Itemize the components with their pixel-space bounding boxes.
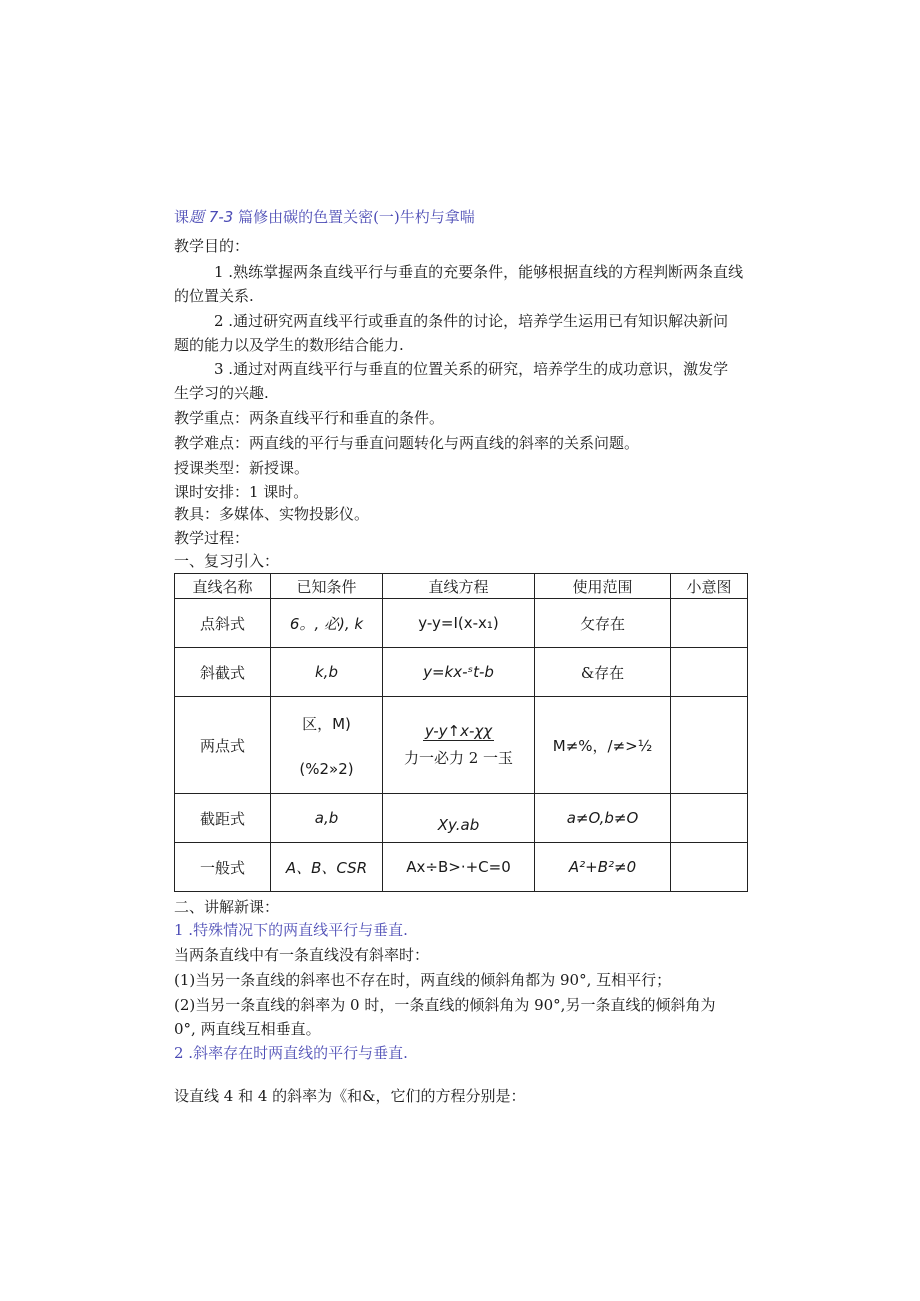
key-point: 教学重点：两条直线平行和垂直的条件。 bbox=[174, 409, 445, 427]
title-italic: 题 7-3 bbox=[189, 208, 234, 226]
row-name: 截距式 bbox=[175, 794, 271, 843]
row-condition: k,b bbox=[271, 648, 383, 697]
lesson-title bbox=[174, 206, 475, 228]
row-range: &存在 bbox=[535, 648, 671, 697]
section-1-intro: 当两条直线中有一条直线没有斜率时： bbox=[174, 946, 430, 964]
row-range: A²+B²≠0 bbox=[535, 843, 671, 892]
row-sketch bbox=[671, 843, 748, 892]
row-range: a≠O,b≠O bbox=[535, 794, 671, 843]
objective-2-line1: 2 .通过研究两直线平行或垂直的条件的讨论，培养学生运用已有知识解决新问 bbox=[214, 312, 729, 330]
row-condition bbox=[271, 697, 383, 794]
schedule: 课时安排：1 课时。 bbox=[174, 483, 309, 501]
row-condition: A、B、CSR bbox=[271, 843, 383, 892]
equation-denominator: 力一必力 2 一玉 bbox=[403, 749, 514, 767]
objective-3-line1: 3 .通过对两直线平行与垂直的位置关系的研究，培养学生的成功意识，激发学 bbox=[214, 360, 729, 378]
lesson-type: 授课类型：新授课。 bbox=[174, 459, 310, 477]
process: 教学过程： bbox=[174, 529, 250, 547]
objective-1-line2: 的位置关系. bbox=[174, 287, 254, 305]
header-sketch: 小意图 bbox=[671, 574, 748, 599]
equation-numerator: y-y↑x-χχ bbox=[424, 722, 493, 740]
row-sketch bbox=[671, 599, 748, 648]
row-equation bbox=[383, 697, 535, 794]
header-known-condition: 已知条件 bbox=[271, 574, 383, 599]
review-heading: 一、复习引入： bbox=[174, 552, 280, 570]
row-name: 一般式 bbox=[175, 843, 271, 892]
row-sketch bbox=[671, 697, 748, 794]
objectives-heading: 教学目的： bbox=[174, 237, 250, 255]
tools: 教具：多媒体、实物投影仪。 bbox=[174, 505, 370, 523]
row-range: M≠%，/≠>½ bbox=[535, 697, 671, 794]
header-line-name: 直线名称 bbox=[175, 574, 271, 599]
row-condition: a,b bbox=[271, 794, 383, 843]
objective-3-line2: 生学习的兴趣. bbox=[174, 384, 269, 402]
title-rest: 篇修由碳的色置关密(一)牛杓与拿喘 bbox=[233, 208, 475, 226]
row-equation bbox=[383, 794, 535, 843]
condition-top: 区，M) bbox=[302, 714, 351, 733]
title-prefix: 课 bbox=[174, 208, 190, 226]
row-name: 斜截式 bbox=[175, 648, 271, 697]
case-2-line1: (2)当另一条直线的斜率为 0 时，一条直线的倾斜角为 90°,另一条直线的倾斜角为 bbox=[174, 996, 716, 1014]
objective-1-line1: 1 .熟练掌握两条直线平行与垂直的充要条件，能够根据直线的方程判断两条直线 bbox=[214, 263, 744, 281]
difficulty: 教学难点：两直线的平行与垂直问题转化与两直线的斜率的关系问题。 bbox=[174, 434, 640, 452]
condition-bottom: (%2»2) bbox=[299, 759, 354, 778]
table-row bbox=[175, 843, 748, 892]
case-1: (1)当另一条直线的斜率也不存在时，两直线的倾斜角都为 90°, 互相平行； bbox=[174, 971, 672, 989]
section-2-heading: 2 .斜率存在时两直线的平行与垂直. bbox=[174, 1044, 408, 1062]
new-lesson-heading: 二、讲解新课： bbox=[174, 898, 280, 916]
table-row bbox=[175, 794, 748, 843]
line-forms-table bbox=[174, 573, 748, 892]
table-header-row bbox=[175, 574, 748, 599]
closing-line: 设直线 4 和 4 的斜率为《和&，它们的方程分别是： bbox=[174, 1087, 526, 1105]
row-sketch bbox=[671, 648, 748, 697]
table-row bbox=[175, 648, 748, 697]
case-2-line2: 0°, 两直线互相垂直。 bbox=[174, 1020, 321, 1038]
header-usage-range: 使用范围 bbox=[535, 574, 671, 599]
row-equation: Ax÷B>·+C=0 bbox=[383, 843, 535, 892]
header-line-equation: 直线方程 bbox=[383, 574, 535, 599]
table-row bbox=[175, 599, 748, 648]
row-condition: 6。, 必), k bbox=[271, 599, 383, 648]
row-name: 点斜式 bbox=[175, 599, 271, 648]
table-row bbox=[175, 697, 748, 794]
row-equation: y-y=I(x-x₁) bbox=[383, 599, 535, 648]
row-name: 两点式 bbox=[175, 697, 271, 794]
row-sketch bbox=[671, 794, 748, 843]
section-1-heading: 1 .特殊情况下的两直线平行与垂直. bbox=[174, 921, 408, 939]
row-equation: y=kx-ˢt-b bbox=[383, 648, 535, 697]
row-range: 攵存在 bbox=[535, 599, 671, 648]
equation-text: Xy.ab bbox=[437, 816, 480, 834]
objective-2-line2: 题的能力以及学生的数形结合能力. bbox=[174, 336, 404, 354]
